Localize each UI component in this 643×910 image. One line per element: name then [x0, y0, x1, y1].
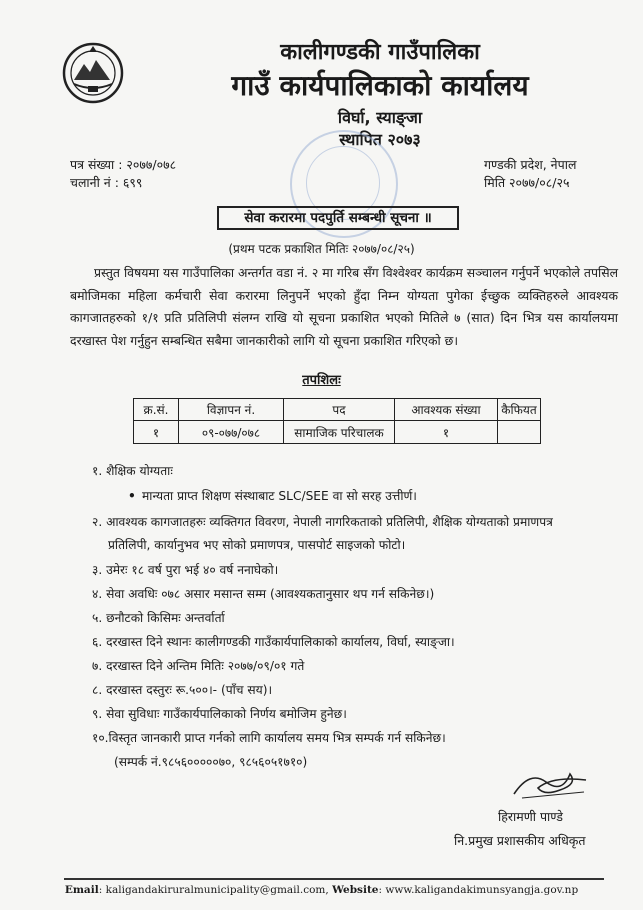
requirement-item: ६. दरखास्त दिने स्थानः कालीगण्डकी गाउँकार्यपालिकाको कार्यालय, विर्घा, स्याङ्जा। [92, 635, 455, 649]
requirement-text: मान्यता प्राप्त शिक्षण संस्थाबाट SLC/SEE वा सो सरह उत्तीर्ण। [142, 489, 417, 503]
table-header: कैफियत [498, 399, 541, 421]
table-cell: १ [134, 421, 179, 444]
table-cell [498, 421, 541, 444]
publication-date: (प्रथम पटक प्रकाशित मितिः २०७७/०८/२५) [228, 242, 415, 256]
requirement-item: ८. दरखास्त दस्तुरः रू.५००।- (पाँच सय)। [92, 683, 273, 697]
website-label: Website [332, 884, 379, 896]
office-address: विर्घा, स्याङ्जा [337, 108, 423, 127]
table-cell: ०९-०७७/०७८ [179, 421, 284, 444]
municipality-name: कालीगण्डकी गाउँपालिका [280, 40, 480, 65]
notice-body: प्रस्तुत विषयमा यस गाउँपालिका अन्तर्गत वडा नं. २ मा गरिब सँग विश्वेश्वर कार्यक्रम सञ्चालन गर्नुपर्ने भएकोले तपसिल बमोजिमका महिला कर्मचारी सेवा करारमा लिनुपर्ने भएको हुँदा निम्न योग्यता पुगेका ईच्छुक व्यक्तिहरुले आवश्यक कागजातहरुको १/१ प्रति प्रतिलिपी संलग्न राखि यो सूचना प्रकाशित भएको मितिले ७ (सात) दिन भित्र यस कार्यालयमा दरखास्त पेश गर्नुहुन सम्बन्धित सबैमा जानकारीको लागि यो सूचना प्रकाशित गरिएको छ। [70, 265, 618, 348]
website-url: www.kaligandakimunsyangja.gov.np [385, 884, 579, 896]
requirement-item: ४. सेवा अवधिः ०७८ असार मसान्त सम्म (आवश्यकतानुसार थप गर्न सकिनेछ।) [92, 587, 435, 601]
contact-numbers: (सम्पर्क नं.९८५६०००००७०, ९८५६०५१७१०) [114, 755, 308, 769]
table-header: विज्ञापन नं. [179, 399, 284, 421]
signatory-title: नि.प्रमुख प्रशासकीय अधिकृत [454, 833, 586, 848]
requirement-item: ९. सेवा सुविधाः गाउँकार्यपालिकाको निर्णय बमोजिम हुनेछ। [92, 707, 347, 721]
table-cell: १ [395, 421, 498, 444]
table-label: तपशिलः [302, 373, 341, 388]
vacancy-table [133, 398, 541, 444]
table-header: पद [284, 399, 395, 421]
requirement-subitem [128, 487, 417, 504]
nepal-emblem-icon [62, 42, 124, 104]
signature-mark [508, 764, 592, 804]
dispatch-number: चलानी नं : ६९९ [70, 175, 143, 190]
requirement-item: २. आवश्यक कागजातहरुः व्यक्तिगत विवरण, नेपाली नागरिकताको प्रतिलिपी, शैक्षिक योग्यताको प्रमाणपत्र [92, 515, 553, 529]
letter-date: मिति २०७७/०८/२५ [484, 175, 570, 190]
footer-contact: Email: kaligandakiruralmunicipality@gmail.com, Website: www.kaligandakimunsyangja.gov.np [64, 884, 579, 896]
office-name: गाउँ कार्यपालिकाको कार्यालय [231, 69, 529, 102]
notice-title: सेवा करारमा पदपुर्ति सम्बन्धी सूचना ॥ [217, 206, 459, 230]
requirement-item: ३. उमेरः १८ वर्ष पुरा भई ४० वर्ष ननाघेको। [92, 563, 279, 577]
requirement-item: १. शैक्षिक योग्यताः [92, 464, 173, 478]
reference-number: पत्र संख्या : २०७७/०७८ [70, 157, 177, 172]
table-header: क्र.सं. [134, 399, 179, 421]
requirement-item: ७. दरखास्त दिने अन्तिम मितिः २०७७/०९/०१ गते [92, 659, 305, 673]
requirement-item: १०.विस्तृत जानकारी प्राप्त गर्नको लागि कार्यालय समय भित्र सम्पर्क गर्न सकिनेछ। [92, 731, 446, 745]
footer-divider [64, 878, 604, 880]
province-text: गण्डकी प्रदेश, नेपाल [484, 157, 577, 172]
signatory-name: हिरामणी पाण्डे [498, 809, 563, 824]
table-header: आवश्यक संख्या [395, 399, 498, 421]
requirement-item: ५. छनौटको किसिमः अन्तर्वार्ता [92, 611, 225, 625]
table-row [134, 421, 541, 444]
table-header-row [134, 399, 541, 421]
email-address: kaligandakiruralmunicipality@gmail.com [105, 884, 326, 896]
requirement-item-continued: प्रतिलिपी, कार्यानुभव भए सोको प्रमाणपत्र, पासपोर्ट साइजको फोटो। [108, 538, 406, 552]
established-year: स्थापित २०७३ [339, 130, 421, 149]
bullet-icon: • [128, 489, 136, 503]
table-cell: सामाजिक परिचालक [284, 421, 395, 444]
email-label: Email [64, 884, 99, 896]
